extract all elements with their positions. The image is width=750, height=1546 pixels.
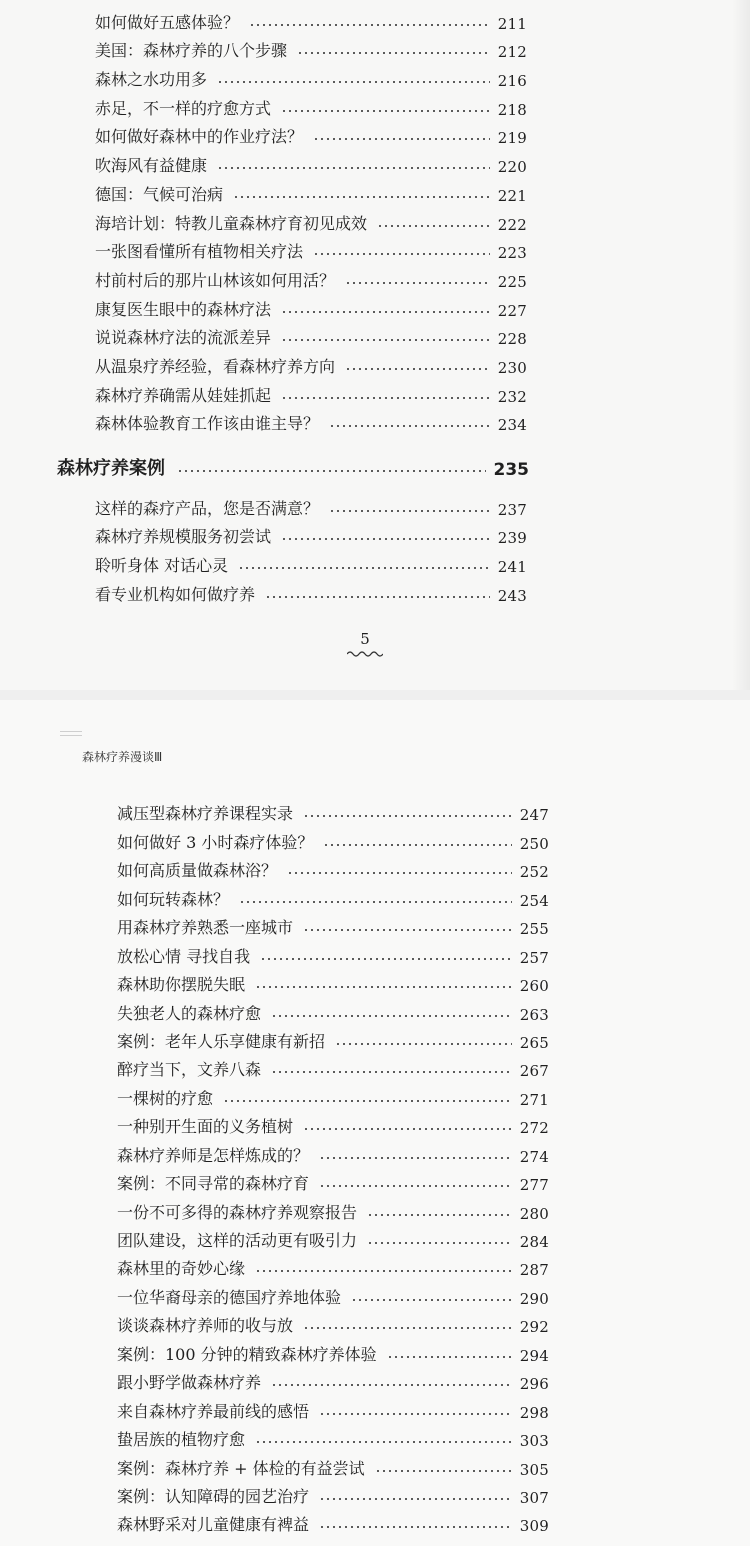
entry-title: 聆听身体 对话心灵 — [95, 556, 229, 576]
toc-entry[interactable] — [95, 147, 527, 176]
toc-entry[interactable] — [117, 1223, 549, 1251]
toc-entry[interactable] — [117, 881, 549, 909]
entry-title: 如何玩转森林？ — [117, 889, 230, 909]
entry-title: 案例：100 分钟的精致森林疗养体验 — [117, 1344, 377, 1364]
toc-list — [95, 4, 527, 434]
entry-page-number: 267 — [519, 1062, 549, 1081]
dot-leader — [329, 510, 490, 512]
toc-entry[interactable] — [95, 348, 527, 377]
entry-page-number: 241 — [497, 558, 527, 577]
toc-entry[interactable] — [117, 1194, 549, 1222]
dot-leader — [177, 470, 486, 472]
entry-title: 森林助你摆脱失眠 — [117, 975, 246, 995]
toc-entry[interactable] — [95, 291, 527, 320]
entry-page-number: 227 — [497, 301, 527, 320]
entry-title: 减压型森林疗养课程实录 — [117, 804, 294, 824]
toc-entry[interactable] — [95, 519, 527, 548]
dot-leader — [319, 1526, 512, 1528]
dot-leader — [239, 901, 512, 903]
dot-leader — [303, 1128, 512, 1130]
entry-page-number: 303 — [519, 1432, 549, 1451]
toc-entry[interactable] — [95, 119, 527, 148]
toc-entry[interactable] — [117, 910, 549, 938]
entry-title: 森林疗养确需从娃娃抓起 — [95, 385, 272, 405]
dot-leader — [255, 986, 512, 988]
entry-title: 团队建设，这样的活动更有吸引力 — [117, 1231, 358, 1250]
entry-title: 森林体验教育工作该由谁主导？ — [95, 414, 320, 434]
toc-entry[interactable] — [117, 1479, 549, 1507]
dot-leader — [271, 1015, 512, 1017]
dot-leader — [319, 1185, 512, 1187]
toc-entry[interactable] — [95, 547, 527, 576]
entry-title: 一张图看懂所有植物相关疗法 — [95, 242, 304, 262]
toc-entry[interactable] — [117, 995, 549, 1023]
toc-entry[interactable] — [95, 576, 527, 605]
entry-page-number: 265 — [519, 1033, 549, 1052]
entry-title: 跟小野学做森林疗养 — [117, 1373, 262, 1393]
toc-entry[interactable] — [117, 1052, 549, 1080]
entry-title: 谈谈森林疗养师的收与放 — [117, 1316, 294, 1336]
toc-entry[interactable] — [117, 1393, 549, 1421]
entry-page-number: 305 — [519, 1460, 549, 1479]
entry-title: 一份不可多得的森林疗养观察报告 — [117, 1202, 358, 1222]
toc-entry[interactable] — [95, 377, 527, 406]
entry-title: 案例：老年人乐享健康有新招 — [117, 1031, 326, 1051]
toc-entry[interactable] — [95, 4, 527, 33]
entry-page-number: 260 — [519, 977, 549, 996]
entry-title: 一棵树的疗愈 — [117, 1088, 214, 1108]
entry-title: 如何高质量做森林浴？ — [117, 861, 278, 881]
running-head: 森林疗养漫谈Ⅲ — [82, 750, 163, 764]
entry-title: 案例：森林疗养 + 体检的有益尝试 — [117, 1458, 365, 1478]
book-page-top — [0, 0, 750, 690]
toc-entry[interactable] — [95, 320, 527, 349]
dot-leader — [303, 1327, 512, 1329]
toc-entry[interactable] — [117, 1137, 549, 1165]
dot-leader — [313, 138, 490, 140]
dot-leader — [287, 872, 512, 874]
entry-page-number: 228 — [497, 330, 527, 349]
entry-title: 案例：认知障碍的园艺治疗 — [117, 1486, 310, 1506]
entry-title: 用森林疗养熟悉一座城市 — [117, 918, 294, 938]
entry-title: 如何做好五感体验？ — [95, 12, 240, 32]
entry-page-number: 257 — [519, 948, 549, 967]
toc-entry[interactable] — [95, 90, 527, 119]
entry-page-number: 255 — [519, 920, 549, 939]
dot-leader — [351, 1299, 512, 1301]
entry-page-number: 222 — [497, 215, 527, 234]
entry-page-number: 250 — [519, 834, 549, 853]
dot-leader — [217, 81, 490, 83]
toc-section-heading[interactable] — [57, 450, 529, 480]
entry-page-number: 252 — [519, 863, 549, 882]
dot-leader — [233, 196, 490, 198]
entry-title: 海培计划：特教儿童森林疗育初见成效 — [95, 213, 368, 233]
toc-entry[interactable] — [117, 1507, 549, 1535]
dot-leader — [260, 958, 512, 960]
entry-page-number: 274 — [519, 1147, 549, 1166]
toc-entry[interactable] — [117, 1080, 549, 1108]
dot-leader — [281, 538, 490, 540]
entry-title: 看专业机构如何做疗养 — [95, 584, 256, 604]
toc-entry[interactable] — [117, 1109, 549, 1137]
entry-page-number: 292 — [519, 1318, 549, 1337]
toc-section-list — [95, 490, 527, 605]
dot-leader — [375, 1470, 512, 1472]
toc-entry[interactable] — [117, 796, 549, 824]
dot-leader — [281, 110, 490, 112]
dot-leader — [323, 844, 511, 846]
toc-entry[interactable] — [117, 1024, 549, 1052]
entry-title: 醉疗当下，文养八森 — [117, 1060, 262, 1080]
entry-page-number: 232 — [497, 387, 527, 406]
entry-page-number: 230 — [497, 358, 527, 377]
toc-entry[interactable] — [95, 176, 527, 205]
entry-page-number: 309 — [519, 1517, 549, 1536]
dot-leader — [387, 1356, 512, 1358]
entry-page-number: 221 — [497, 186, 527, 205]
dot-leader — [249, 24, 490, 26]
toc-entry[interactable] — [95, 234, 527, 263]
page-folio: 5 — [360, 630, 370, 648]
toc-entry[interactable] — [117, 938, 549, 966]
toc-entry[interactable] — [117, 1279, 549, 1307]
page-edge-shadow — [732, 0, 750, 690]
dot-leader — [319, 1498, 512, 1500]
dot-leader — [303, 929, 512, 931]
toc-entry[interactable] — [117, 1166, 549, 1194]
entry-page-number: 220 — [497, 158, 527, 177]
entry-title: 一种别开生面的义务植树 — [117, 1117, 294, 1137]
entry-page-number: 277 — [519, 1176, 549, 1195]
entry-title: 一位华裔母亲的德国疗养地体验 — [117, 1287, 342, 1307]
entry-page-number: 254 — [519, 891, 549, 910]
dot-leader — [303, 815, 512, 817]
dot-leader — [281, 397, 490, 399]
entry-title: 吹海风有益健康 — [95, 156, 208, 176]
toc-entry[interactable] — [95, 33, 527, 62]
entry-title: 来自森林疗养最前线的感悟 — [117, 1401, 310, 1421]
entry-page-number: 212 — [497, 43, 527, 62]
entry-page-number: 287 — [519, 1261, 549, 1280]
toc-entry[interactable] — [117, 1308, 549, 1336]
wave-ornament — [347, 650, 383, 658]
entry-page-number: 239 — [497, 529, 527, 548]
dot-leader — [329, 425, 490, 427]
entry-title: 这样的森疗产品，您是否满意？ — [95, 498, 320, 518]
toc-entry[interactable] — [95, 406, 527, 435]
entry-title: 从温泉疗养经验，看森林疗养方向 — [95, 356, 336, 376]
dot-leader — [345, 368, 490, 370]
entry-page-number: 284 — [519, 1233, 549, 1251]
entry-title: 森林疗养规模服务初尝试 — [95, 527, 272, 547]
dot-leader — [281, 311, 490, 313]
toc-entry[interactable] — [117, 853, 549, 881]
dot-leader — [297, 52, 490, 54]
entry-page-number: 290 — [519, 1289, 549, 1308]
toc-entry[interactable] — [95, 61, 527, 90]
entry-page-number: 247 — [519, 806, 549, 825]
toc-entry[interactable] — [95, 262, 527, 291]
entry-page-number: 211 — [497, 14, 527, 33]
entry-title: 赤足，不一样的疗愈方式 — [95, 98, 272, 118]
entry-title: 康复医生眼中的森林疗法 — [95, 299, 272, 319]
dot-leader — [335, 1043, 512, 1045]
dot-leader — [345, 282, 490, 284]
dot-leader — [319, 1413, 512, 1415]
entry-title: 森林野采对儿童健康有裨益 — [117, 1515, 310, 1535]
entry-page-number: 307 — [519, 1488, 549, 1507]
entry-page-number: 218 — [497, 100, 527, 119]
toc-entry[interactable] — [117, 1422, 549, 1450]
entry-page-number: 223 — [497, 244, 527, 263]
entry-page-number: 296 — [519, 1375, 549, 1394]
crop-marks — [60, 731, 82, 739]
toc-list — [117, 796, 549, 1535]
toc-entry[interactable] — [117, 1336, 549, 1364]
entry-page-number: 298 — [519, 1403, 549, 1422]
entry-page-number: 234 — [497, 416, 527, 435]
entry-page-number: 225 — [497, 272, 527, 291]
entry-page-number: 216 — [497, 72, 527, 91]
entry-title: 村前村后的那片山林该如何用活？ — [95, 270, 336, 290]
dot-leader — [313, 253, 490, 255]
dot-leader — [238, 567, 490, 569]
toc-entry[interactable] — [95, 490, 527, 519]
dot-leader — [255, 1441, 512, 1443]
entry-title: 森林里的奇妙心缘 — [117, 1259, 246, 1279]
entry-title: 案例：不同寻常的森林疗育 — [117, 1174, 310, 1194]
toc-entry[interactable] — [117, 824, 549, 852]
dot-leader — [281, 339, 490, 341]
entry-title: 如何做好森林中的作业疗法？ — [95, 127, 304, 147]
dot-leader — [265, 596, 490, 598]
toc-entry[interactable] — [117, 967, 549, 995]
toc-entry[interactable] — [117, 1251, 549, 1279]
entry-page-number: 271 — [519, 1090, 549, 1109]
dot-leader — [255, 1270, 512, 1272]
dot-leader — [271, 1071, 512, 1073]
entry-title: 失独老人的森林疗愈 — [117, 1003, 262, 1023]
entry-title: 如何做好 3 小时森疗体验？ — [117, 832, 314, 852]
section-title: 森林疗养案例 — [57, 458, 165, 479]
entry-title: 森林之水功用多 — [95, 70, 208, 90]
entry-title: 说说森林疗法的流派差异 — [95, 328, 272, 348]
entry-title: 德国：气候可治病 — [95, 184, 224, 204]
entry-title: 美国：森林疗养的八个步骤 — [95, 41, 288, 61]
entry-title: 放松心情 寻找自我 — [117, 946, 251, 966]
dot-leader — [377, 225, 490, 227]
entry-title: 森林疗养师是怎样炼成的？ — [117, 1145, 310, 1165]
dot-leader — [367, 1242, 512, 1244]
entry-page-number: 272 — [519, 1119, 549, 1138]
toc-entry[interactable] — [117, 1365, 549, 1393]
dot-leader — [223, 1100, 512, 1102]
toc-entry[interactable] — [117, 1450, 549, 1478]
entry-page-number: 280 — [519, 1204, 549, 1223]
section-page-number: 235 — [493, 460, 529, 480]
dot-leader — [271, 1384, 512, 1386]
entry-page-number: 243 — [497, 586, 527, 605]
entry-page-number: 237 — [497, 500, 527, 519]
dot-leader — [367, 1214, 512, 1216]
dot-leader — [217, 167, 490, 169]
entry-title: 蛰居族的植物疗愈 — [117, 1430, 246, 1450]
toc-entry[interactable] — [95, 205, 527, 234]
entry-page-number: 294 — [519, 1346, 549, 1365]
entry-page-number: 263 — [519, 1005, 549, 1024]
dot-leader — [319, 1157, 512, 1159]
entry-page-number: 219 — [497, 129, 527, 148]
